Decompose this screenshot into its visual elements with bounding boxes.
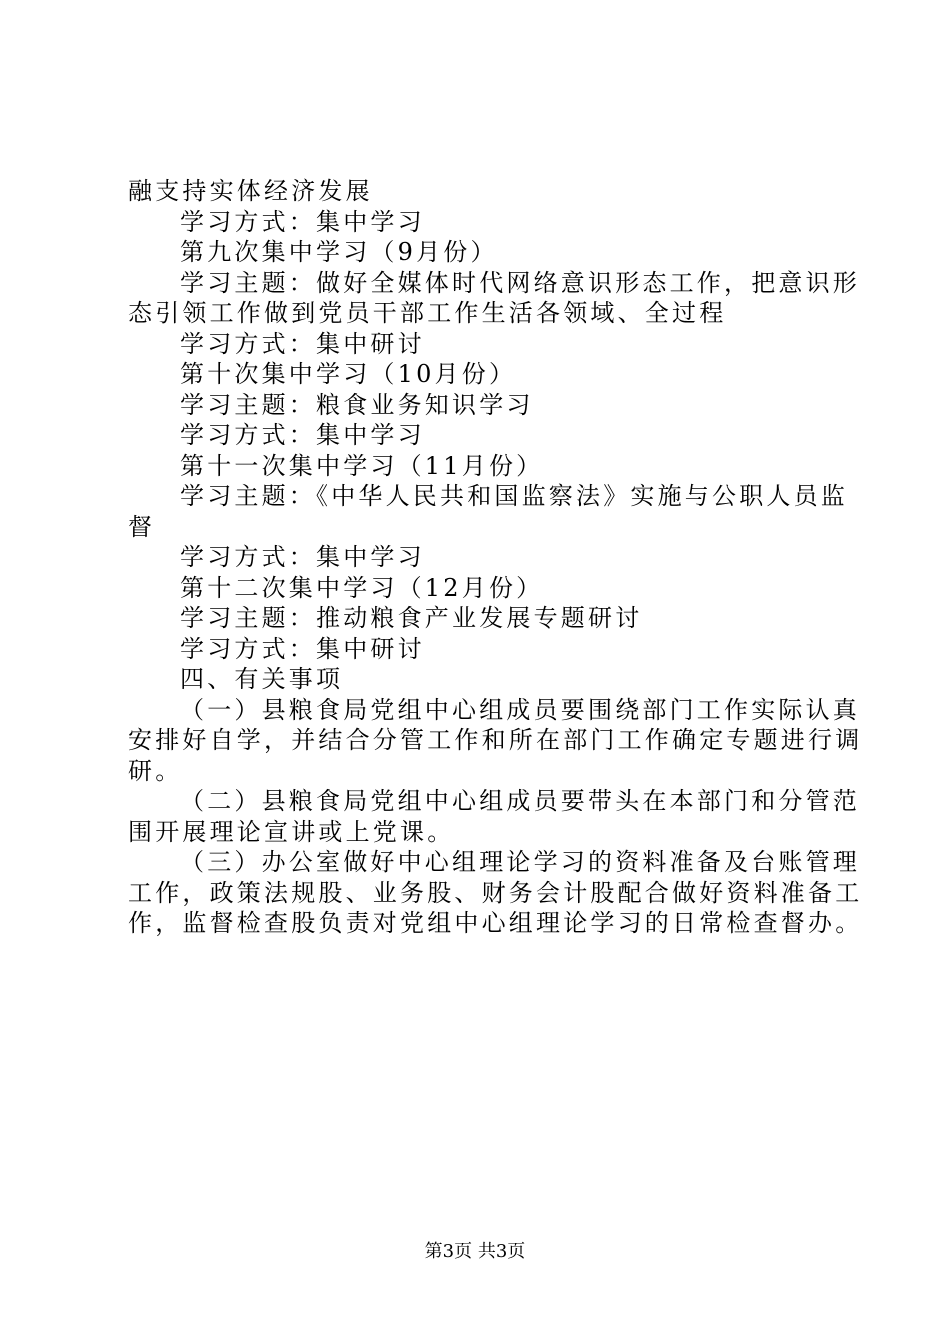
text-line: 安排好自学，并结合分管工作和所在部门工作确定专题进行调 (128, 726, 863, 754)
text-line: 学习方式：集中研讨 (180, 634, 425, 663)
text-line: 学习主题：粮食业务知识学习 (180, 390, 534, 419)
text-line: 学习方式：集中学习 (180, 207, 425, 236)
text-line: 第十一次集中学习（11月份） (180, 451, 544, 480)
text-line: 态引领工作做到党员干部工作生活各领域、全过程 (128, 299, 727, 327)
text-line: （三）办公室做好中心组理论学习的资料准备及台账管理 (180, 848, 860, 876)
text-line: 学习方式：集中学习 (180, 543, 425, 571)
text-line: 作，监督检查股负责对党组中心组理论学习的日常检查督办。 (128, 909, 863, 937)
text-line: 工作，政策法规股、业务股、财务会计股配合做好资料准备工 (128, 878, 863, 907)
document-body (128, 176, 863, 939)
text-line: 研。 (128, 756, 183, 785)
text-line: 第九次集中学习（9月份） (180, 238, 498, 266)
text-line: 围开展理论宣讲或上党课。 (128, 817, 455, 846)
text-line: 第十二次集中学习（12月份） (180, 573, 544, 602)
text-line: 第十次集中学习（10月份） (180, 360, 517, 388)
text-line: 督 (128, 512, 156, 541)
text-line: 学习主题：推动粮食产业发展专题研讨 (180, 604, 643, 632)
text-line: （一）县粮食局党组中心组成员要围绕部门工作实际认真 (180, 695, 860, 724)
text-line: 学习主题：《中华人民共和国监察法》实施与公职人员监 (180, 482, 848, 510)
text-line: 融支持实体经济发展 (128, 177, 373, 205)
page-number: 第3页 共3页 (424, 1241, 526, 1262)
text-line: （二）县粮食局党组中心组成员要带头在本部门和分管范 (180, 787, 860, 815)
text-line: 学习方式：集中学习 (180, 421, 425, 449)
text-line: 学习方式：集中研讨 (180, 329, 425, 358)
text-line: 四、有关事项 (180, 665, 344, 693)
text-line: 学习主题：做好全媒体时代网络意识形态工作，把意识形 (180, 268, 860, 297)
